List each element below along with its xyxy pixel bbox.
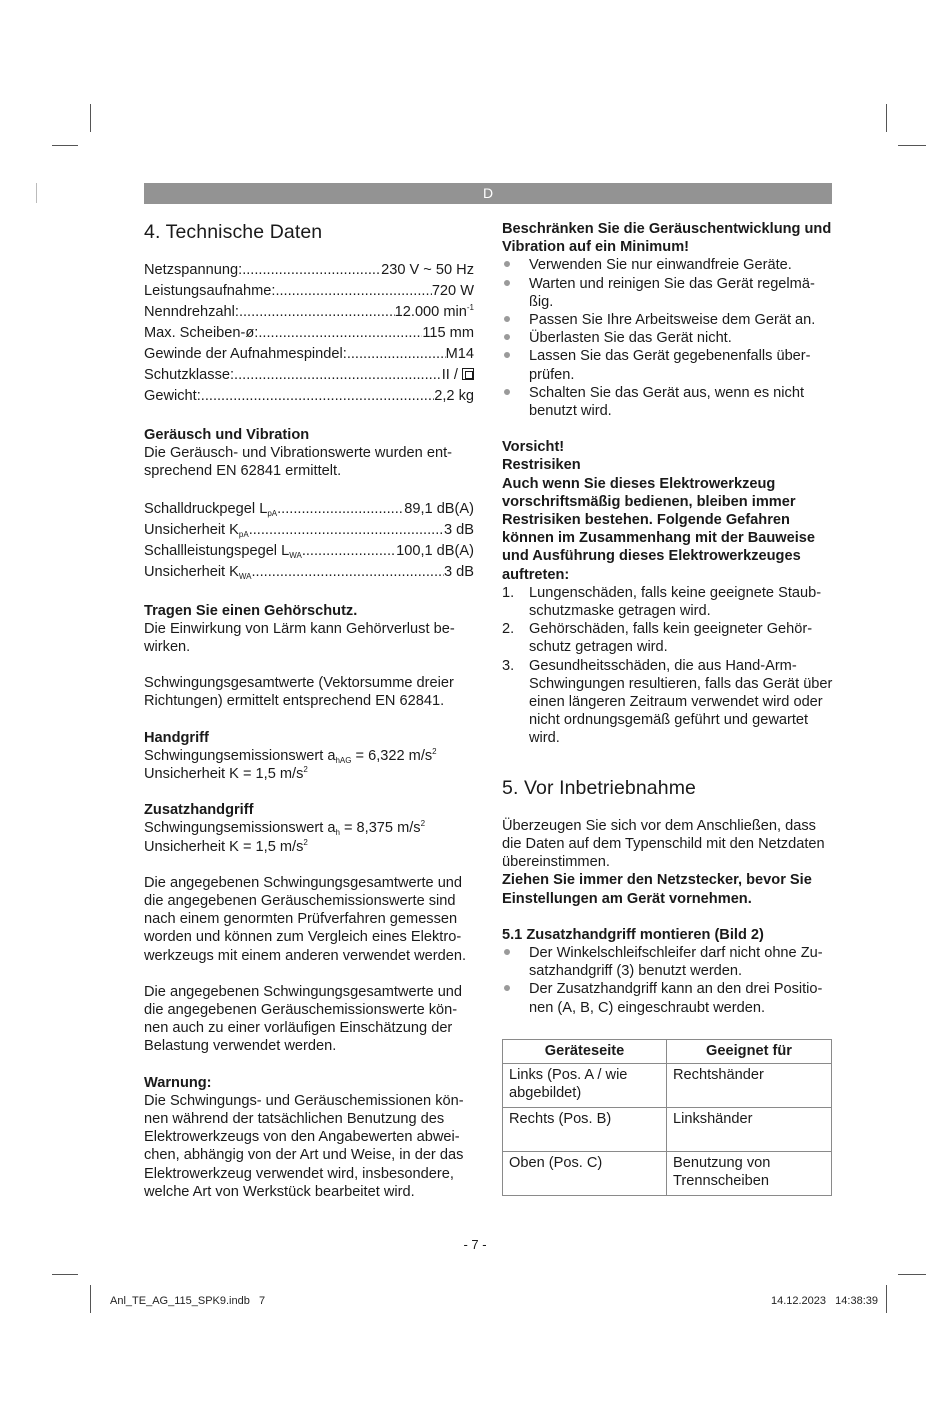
handgriff-heading: Handgriff xyxy=(144,729,209,746)
section-5-text: Überzeugen Sie sich vor dem Anschließen, dass die Daten auf dem Typenschild mit den Netzdaten übereinstimmen. xyxy=(502,817,825,871)
table-row xyxy=(503,1151,832,1195)
table-header: Geeignet für xyxy=(667,1039,832,1063)
spec-row: Nenndrehzahl: ..... 12.000 $\min^{-1}$ xyxy=(144,302,474,323)
warning-heading: Warnung: xyxy=(144,1074,212,1091)
table-cell: Rechtshänder xyxy=(667,1063,832,1107)
noise-row: Schallleistungspegel $L_{WA}$ ..... 100,1 dB(A) xyxy=(144,541,474,562)
crop-mark xyxy=(90,1285,91,1313)
table-header: Geräteseite xyxy=(503,1039,667,1063)
table-cell: Rechts (Pos. B) xyxy=(503,1107,667,1151)
table-cell: Benutzung von Trennscheiben xyxy=(667,1151,832,1195)
handle-position-table xyxy=(502,1039,832,1196)
caution-heading: Vorsicht! xyxy=(502,439,565,456)
residual-risks-text: Auch wenn Sie dieses Elektrowerkzeug vorschriftsmäßig bedienen, bleiben immer Restrisiken bestehen. Folgende Gefahren können im Zusammenhang mit der Bauweise und Ausführung dieses Elektrowerkzeuges auftreten: xyxy=(502,475,816,583)
paragraph-comparison: Die angegebenen Schwingungsgesamtwerte und die angegebenen Geräuschemissionswerte sind nach einem genormten Prüfverfahren gemessen worden und können zum Vergleich eines Elektrowerkzeugs mit einem anderen verwendet werden. xyxy=(144,874,467,964)
table-cell: Oben (Pos. C) xyxy=(503,1151,667,1195)
left-column xyxy=(144,220,474,1201)
language-header-bar xyxy=(144,183,832,204)
paragraph-assessment: Die angegebenen Schwingungsgesamtwerte und die angegebenen Geräuschemissionswerte können auch zu einer vorläufigen Einschätzung der Belastung verwendet werden. xyxy=(144,983,463,1055)
residual-risks-heading: Restrisiken xyxy=(502,457,581,474)
page-number: - 7 - xyxy=(463,1237,487,1252)
spec-row: Gewicht: ..... 2,2 kg xyxy=(144,386,474,407)
crop-mark xyxy=(52,1274,78,1275)
spec-row: Gewinde der Aufnahmespindel: ..... M14 xyxy=(144,344,474,365)
vibration-text: Schwingungsgesamtwerte (Vektorsumme dreier Richtungen) ermittelt entsprechend EN 62841. xyxy=(144,675,454,710)
spec-list xyxy=(144,260,474,407)
list-item: Der Zusatzhandgriff kann an den drei Positionen (A, B, C) eingeschraubt werden. xyxy=(502,980,834,1016)
handgriff-uncertainty: Unsicherheit K = 1,5 $m/s^2$ xyxy=(144,765,308,783)
protection-class-icon xyxy=(462,368,474,380)
language-code: D xyxy=(482,185,494,201)
spec-row: Schutzklasse: ..... II / xyxy=(144,365,474,386)
list-item: Schalten Sie das Gerät aus, wenn es nicht benutzt wird. xyxy=(502,384,834,420)
noise-heading: Geräusch und Vibration xyxy=(144,427,310,443)
list-item: Verwenden Sie nur einwandfreie Geräte. xyxy=(502,256,834,274)
crop-mark xyxy=(52,145,78,146)
zusatzhandgriff-heading: Zusatzhandgriff xyxy=(144,802,254,819)
footer-filename: Anl_TE_AG_115_SPK9.indb 7 xyxy=(110,1295,266,1307)
list-item: Passen Sie Ihre Arbeitsweise dem Gerät an. xyxy=(502,311,834,329)
list-item: 1. Lungenschäden, falls keine geeignete Staubschutzmaske getragen wird. xyxy=(502,584,822,620)
crop-mark xyxy=(886,104,887,132)
list-item: 2. Gehörschäden, falls kein geeigneter Gehörschutz getragen wird. xyxy=(502,621,813,656)
noise-row: Schalldruckpegel $L_{pA}$ ..... 89,1 dB(A) xyxy=(144,499,474,520)
crop-mark xyxy=(898,1274,926,1275)
ear-protection-text: Die Einwirkung von Lärm kann Gehörverlust bewirken. xyxy=(144,620,455,656)
handgriff-emission: Schwingungsemissionswert $a_{hAG} = 6,322$ $m/s^2$ xyxy=(144,746,437,765)
section-5-1-heading: 5.1 Zusatzhandgriff montieren (Bild 2) xyxy=(502,926,764,943)
risk-list xyxy=(502,584,834,748)
list-item: Der Winkelschleifschleifer darf nicht ohne Zusatzhandgriff (3) benutzt werden. xyxy=(502,944,834,980)
list-item: 3. Gesundheitsschäden, die aus Hand-Arm-Schwingungen resultieren, falls das Gerät über einen längeren Zeitraum verwendet wird oder nicht ordnungsgemäß geführt und gewartet wird. xyxy=(502,657,833,747)
table-cell: Linkshänder xyxy=(667,1107,832,1151)
crop-mark xyxy=(90,104,91,132)
list-item: Lassen Sie das Gerät gegebenenfalls überprüfen. xyxy=(502,347,834,383)
noise-row: Unsicherheit $K_{pA}$ ..... 3 dB xyxy=(144,520,474,541)
right-column xyxy=(502,220,834,1196)
section-5-warning: Ziehen Sie immer den Netzstecker, bevor Sie Einstellungen am Gerät vornehmen. xyxy=(502,872,812,907)
table-cell: Links (Pos. A / wie abgebildet) xyxy=(503,1063,667,1107)
limit-heading: Beschränken Sie die Geräuschentwicklung und Vibration auf ein Minimum! xyxy=(502,221,832,256)
section-5-1-list xyxy=(502,944,834,1017)
table-row xyxy=(503,1107,832,1151)
warning-text: Die Schwingungs- und Geräuschemissionen können während der tatsächlichen Benutzung des Elektrowerkzeugs von den Angabewerten abweichen, abhängig von der Art und Weise, in der das Elektrowerkzeug verwendet wird, insbesondere, welche Art von Werkstück bearbeitet wird. xyxy=(144,1092,464,1200)
table-header-row xyxy=(503,1039,832,1063)
noise-text: Die Geräusch- und Vibrationswerte wurden entsprechend EN 62841 ermittelt. xyxy=(144,445,452,480)
crop-mark xyxy=(886,1285,887,1313)
list-item: Warten und reinigen Sie das Gerät regelmäßig. xyxy=(502,275,834,311)
crop-mark xyxy=(898,145,926,146)
crop-mark xyxy=(36,183,37,203)
section-5-title: 5. Vor Inbetriebnahme xyxy=(502,776,696,799)
table-row xyxy=(503,1063,832,1107)
section-4-title: 4. Technische Daten xyxy=(144,221,323,243)
list-item: Überlasten Sie das Gerät nicht. xyxy=(502,329,834,347)
ear-protection-heading: Tragen Sie einen Gehörschutz. xyxy=(144,602,358,619)
spec-row: Max. Scheiben-ø: ..... 115 mm xyxy=(144,323,474,344)
footer-timestamp: 14.12.2023 14:38:39 xyxy=(770,1295,878,1307)
noise-row: Unsicherheit $K_{WA}$ ..... 3 dB xyxy=(144,562,474,583)
spec-row: Leistungsaufnahme: ..... 720 W xyxy=(144,281,474,302)
zusatzhandgriff-uncertainty: Unsicherheit K = 1,5 $m/s^2$ xyxy=(144,837,308,855)
zusatzhandgriff-emission: Schwingungsemissionswert $a_h = 8,375$ $m/s^2$ xyxy=(144,819,426,838)
limit-list xyxy=(502,256,834,420)
spec-row: Netzspannung: ..... 230 V ~ 50 Hz xyxy=(144,260,474,281)
noise-list xyxy=(144,499,474,583)
